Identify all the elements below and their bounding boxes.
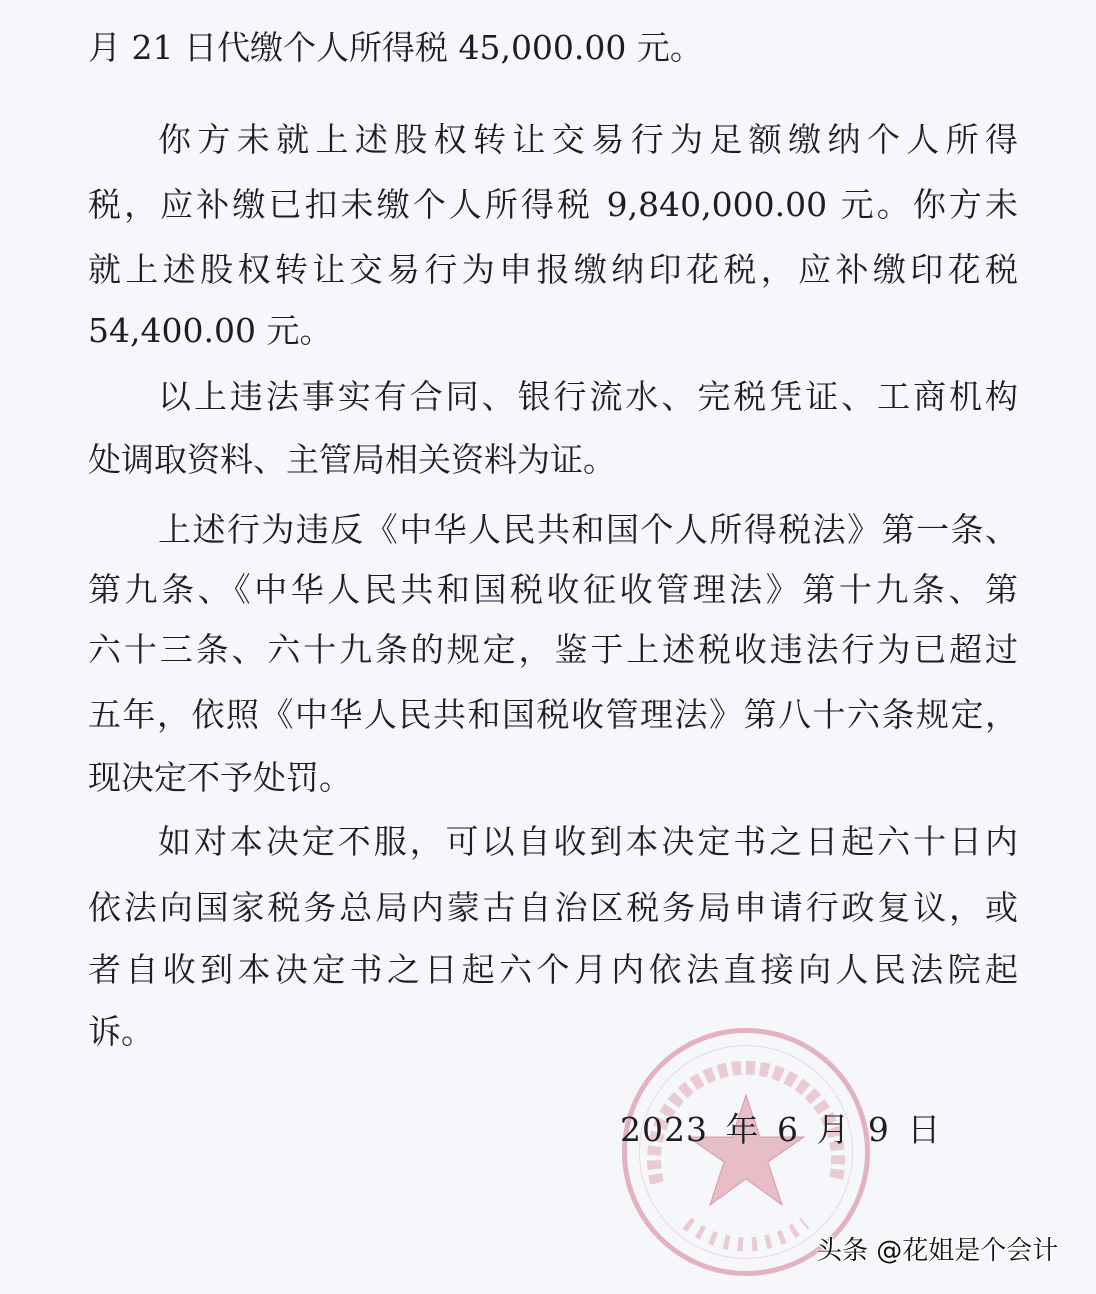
document-date: 2023 年 6 月 9 日 <box>620 1110 942 1149</box>
paragraph-2-line-1: 你方未就上述股权转让交易行为足额缴纳个人所得 <box>158 120 1018 159</box>
paragraph-4-line-5: 现决定不予处罚。 <box>88 758 352 797</box>
paragraph-5-line-3: 者自收到本决定书之日起六个月内依法直接向人民法院起 <box>88 950 1018 989</box>
watermark-text: 头条 @花姐是个会计 <box>816 1236 1059 1266</box>
paragraph-1-line-1: 月 21 日代缴个人所得税 45,000.00 元。 <box>88 28 703 67</box>
paragraph-4-line-2: 第九条、《中华人民共和国税收征收管理法》第十九条、第 <box>88 570 1018 609</box>
paragraph-5-line-4: 诉。 <box>88 1012 154 1051</box>
paragraph-2-line-4: 54,400.00 元。 <box>88 311 333 350</box>
paragraph-5-line-2: 依法向国家税务总局内蒙古自治区税务局申请行政复议，或 <box>88 888 1018 927</box>
paragraph-3-line-2: 处调取资料、主管局相关资料为证。 <box>88 440 616 479</box>
paragraph-5-line-1: 如对本决定不服，可以自收到本决定书之日起六十日内 <box>158 822 1018 861</box>
paragraph-3-line-1: 以上违法事实有合同、银行流水、完税凭证、工商机构 <box>158 377 1018 416</box>
paragraph-4-line-3: 六十三条、六十九条的规定，鉴于上述税收违法行为已超过 <box>88 630 1018 669</box>
paragraph-4-line-1: 上述行为违反《中华人民共和国个人所得税法》第一条、 <box>158 510 1018 549</box>
paragraph-2-line-2: 税，应补缴已扣未缴个人所得税 9,840,000.00 元。你方未 <box>88 185 1018 224</box>
paragraph-2-line-3: 就上述股权转让交易行为申报缴纳印花税，应补缴印花税 <box>88 250 1018 289</box>
paragraph-4-line-4: 五年，依照《中华人民共和国税收管理法》第八十六条规定， <box>88 695 1018 734</box>
